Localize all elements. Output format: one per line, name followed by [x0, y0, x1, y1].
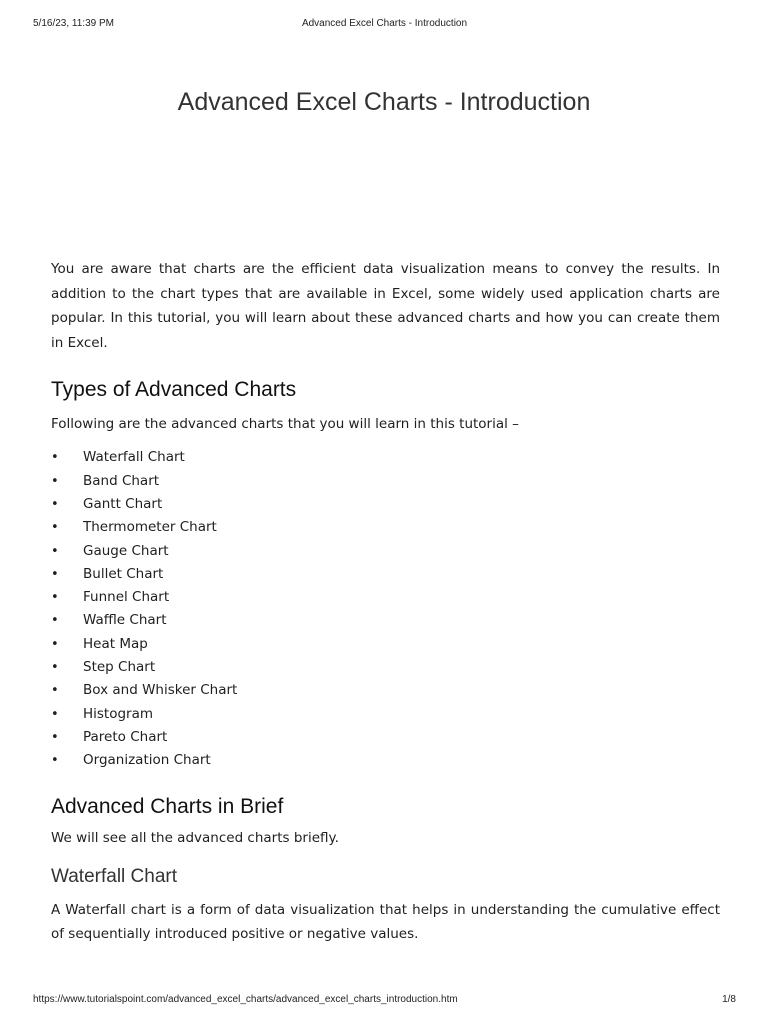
- bullet-icon: •: [51, 660, 59, 676]
- bullet-icon: •: [51, 706, 59, 722]
- bullet-icon: •: [51, 496, 59, 512]
- list-item: [51, 609, 720, 632]
- list-item-label: Histogram: [83, 705, 154, 722]
- list-item-label: Gauge Chart: [83, 542, 169, 559]
- list-item-label: Heat Map: [83, 635, 148, 652]
- waterfall-heading: Waterfall Chart: [51, 865, 177, 887]
- bullet-icon: •: [51, 450, 59, 466]
- list-item-label: Organization Chart: [83, 752, 211, 769]
- list-item: [51, 679, 720, 702]
- waterfall-paragraph: A Waterfall chart is a form of data visualization that helps in understanding the cumulative effect of sequentially introduced positive or negative values.: [51, 901, 720, 943]
- types-lead-paragraph: Following are the advanced charts that you will learn in this tutorial –: [51, 416, 519, 433]
- list-item-label: Bullet Chart: [83, 565, 164, 582]
- list-item-label: Box and Whisker Chart: [83, 682, 238, 699]
- bullet-icon: •: [51, 473, 59, 489]
- bullet-icon: •: [51, 520, 59, 536]
- list-item: [51, 749, 720, 772]
- bullet-icon: •: [51, 683, 59, 699]
- page-title: Advanced Excel Charts - Introduction: [177, 88, 591, 116]
- page-url: https://www.tutorialspoint.com/advanced_excel_charts/advanced_excel_charts_introduction.htm: [33, 994, 458, 1005]
- bullet-icon: •: [51, 636, 59, 652]
- list-item-label: Gantt Chart: [83, 495, 163, 512]
- list-item-label: Waterfall Chart: [83, 449, 185, 466]
- list-item-label: Step Chart: [83, 659, 156, 676]
- brief-heading: Advanced Charts in Brief: [51, 794, 284, 818]
- list-item: [51, 726, 720, 749]
- print-footer: [33, 994, 736, 1008]
- list-item: [51, 540, 720, 563]
- list-item-label: Waffle Chart: [83, 612, 167, 629]
- list-item: [51, 516, 720, 539]
- list-item-label: Funnel Chart: [83, 589, 170, 606]
- list-item: [51, 470, 720, 493]
- bullet-icon: •: [51, 729, 59, 745]
- print-header: [33, 18, 736, 32]
- chart-types-list: [51, 446, 720, 772]
- bullet-icon: •: [51, 613, 59, 629]
- list-item: [51, 493, 720, 516]
- list-item: [51, 586, 720, 609]
- page-number: 1/8: [722, 994, 736, 1005]
- list-item: [51, 656, 720, 679]
- list-item-label: Band Chart: [83, 472, 160, 489]
- bullet-icon: •: [51, 753, 59, 769]
- bullet-icon: •: [51, 543, 59, 559]
- list-item-label: Pareto Chart: [83, 728, 168, 745]
- types-heading: Types of Advanced Charts: [51, 378, 297, 402]
- list-item: [51, 563, 720, 586]
- bullet-icon: •: [51, 590, 59, 606]
- list-item: [51, 446, 720, 469]
- bullet-icon: •: [51, 566, 59, 582]
- list-item: [51, 633, 720, 656]
- print-header-title: Advanced Excel Charts - Introduction: [301, 18, 468, 29]
- list-item-label: Thermometer Chart: [83, 519, 217, 536]
- intro-paragraph: You are aware that charts are the efficient data visualization means to convey the results. In addition to the chart types that are available in Excel, some widely used application charts are popular. In this tutorial, you will learn about these advanced charts and how you can create them in Excel.: [51, 261, 720, 351]
- article-content: [51, 257, 720, 947]
- brief-paragraph: We will see all the advanced charts briefly.: [51, 829, 339, 846]
- list-item: [51, 703, 720, 726]
- print-datetime: 5/16/23, 11:39 PM: [33, 18, 114, 29]
